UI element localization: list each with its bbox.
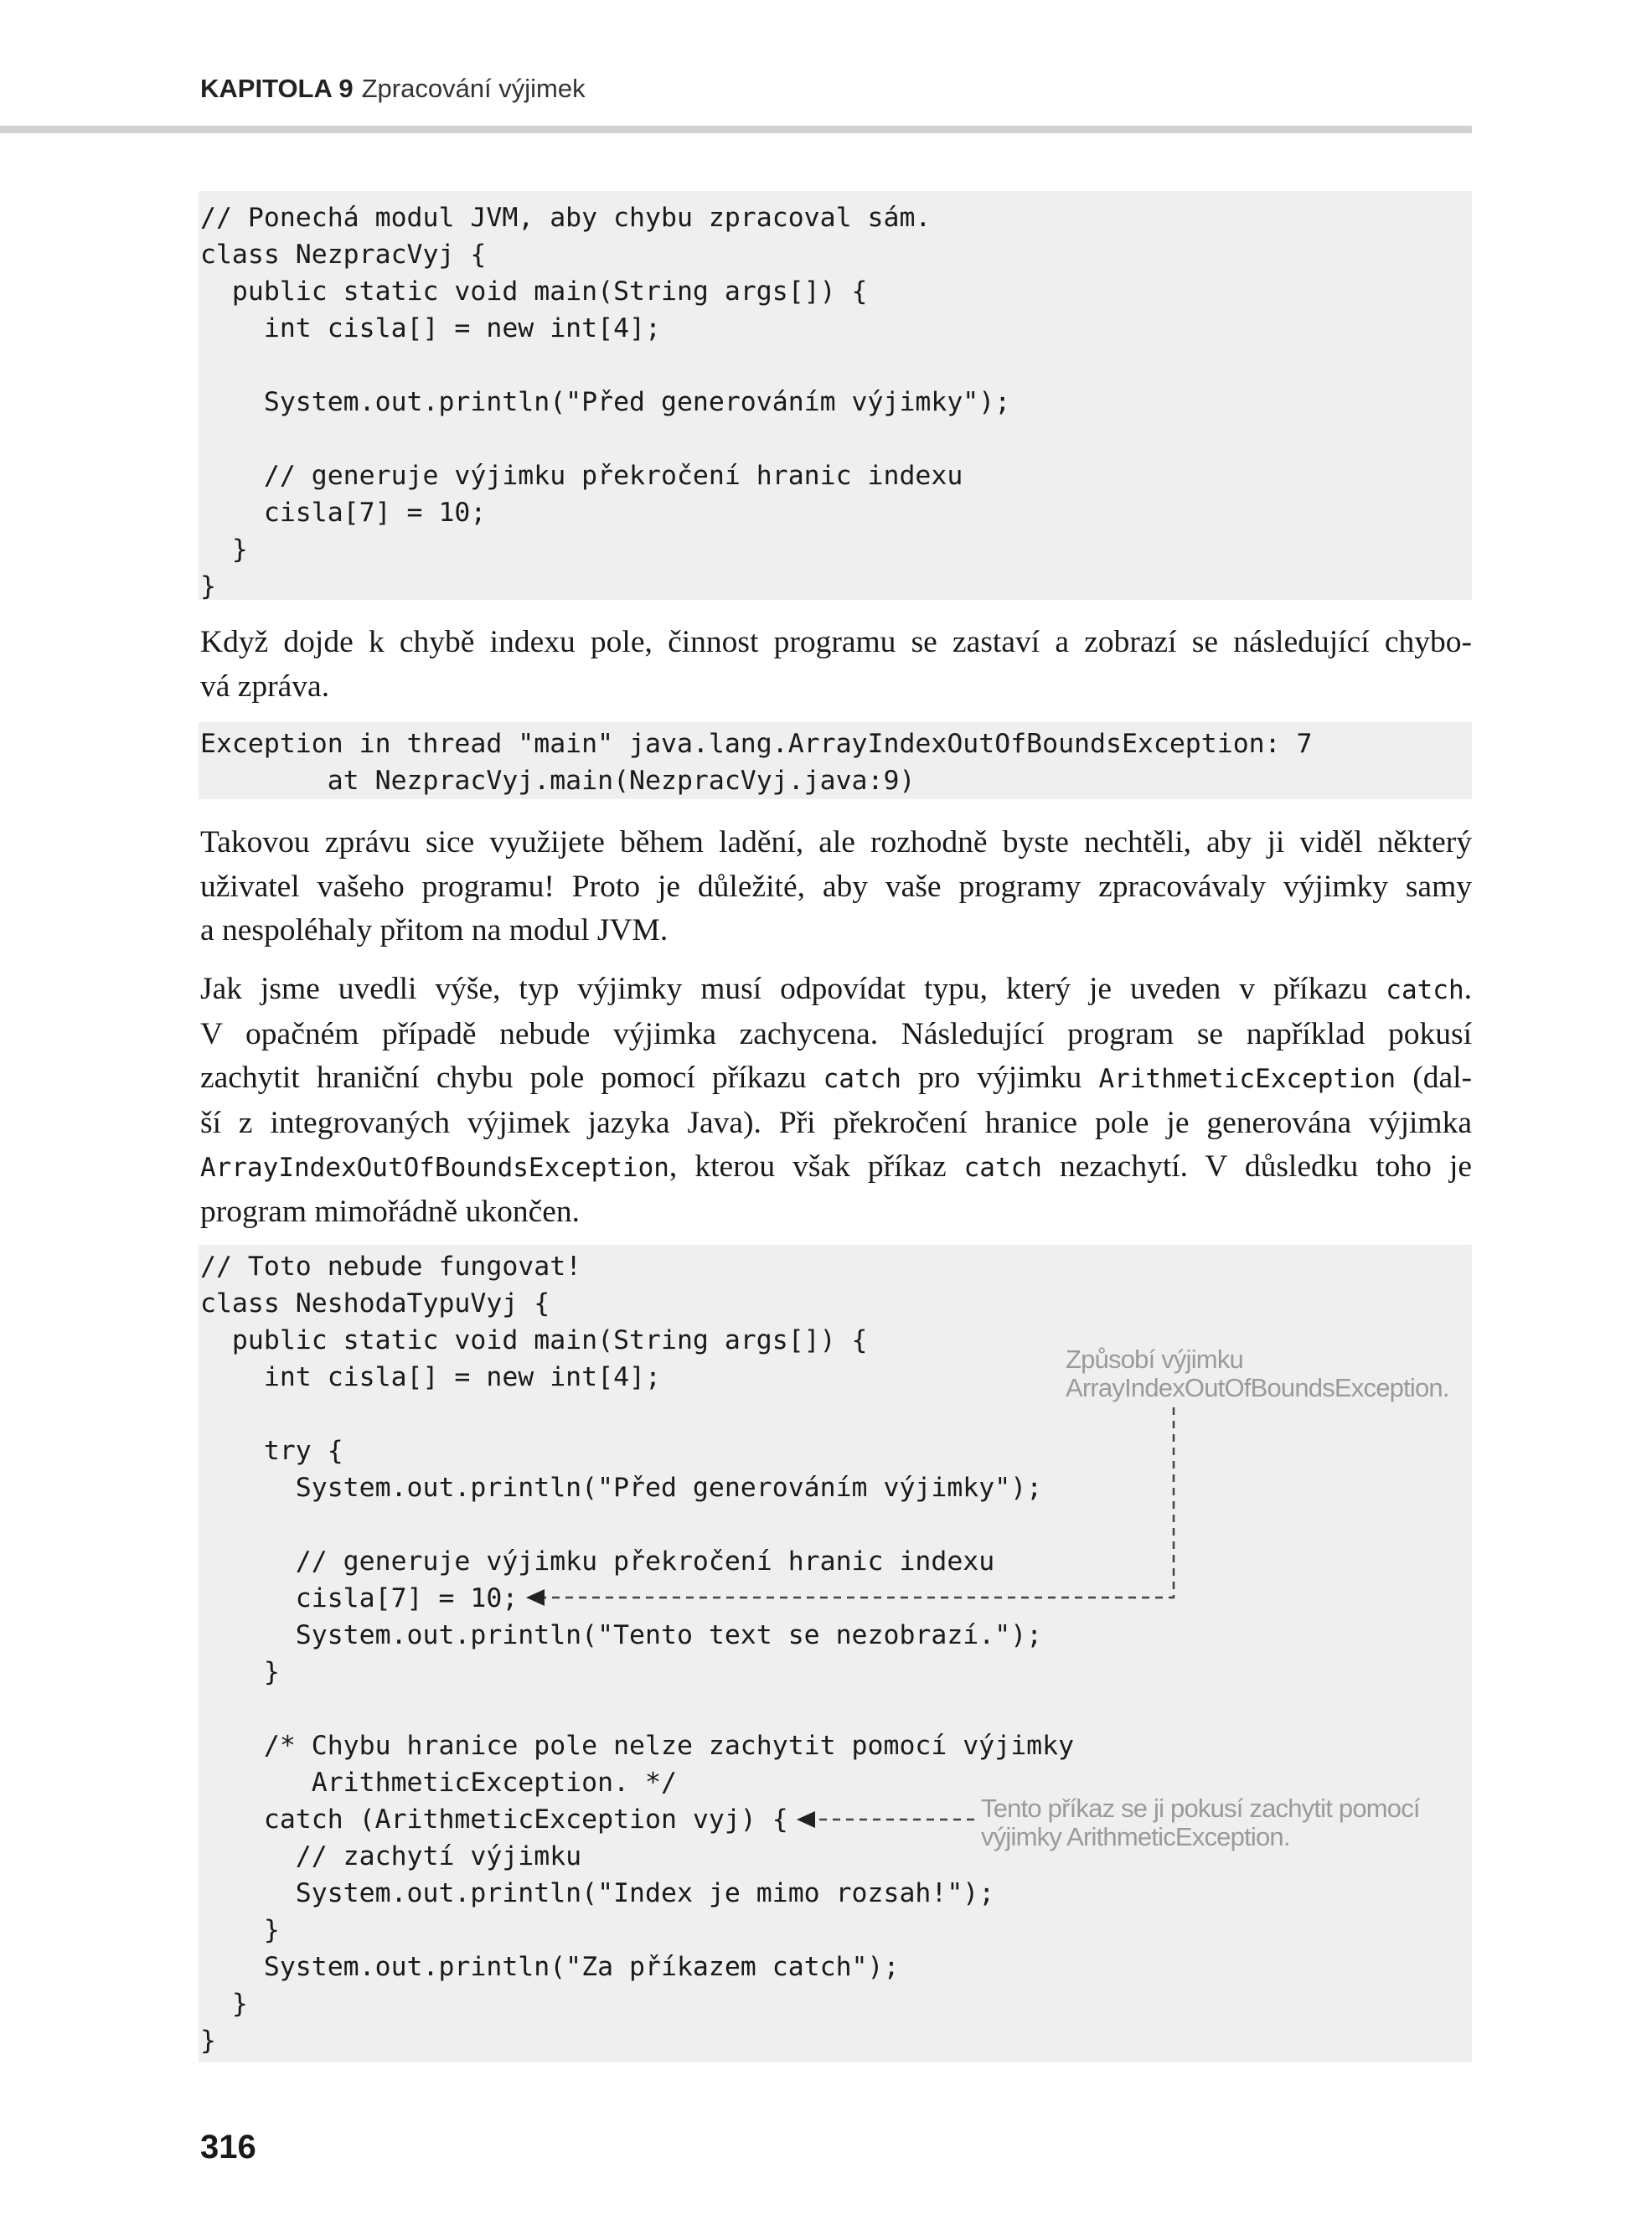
annotation-1-arrowhead	[526, 1589, 545, 1606]
text-run: pro výjimku	[901, 1061, 1099, 1095]
paragraph-line: uživatel vašeho programu! Proto je důležité, aby vaše programy zpracovávaly výjimky samy	[200, 869, 1472, 904]
annotation-2-arrowhead	[797, 1811, 815, 1828]
text-run: Jak jsme uvedli výše, typ výjimky musí odpovídat typu, který je uveden v příkazu	[200, 972, 1386, 1006]
code-line: cisla[7] = 10;	[200, 498, 487, 528]
paragraph-line: program mimořádně ukončen.	[200, 1194, 580, 1229]
annotation-line: Tento příkaz se ji pokusí zachytit pomocí	[981, 1794, 1420, 1823]
code-line: cisla[7] = 10;	[200, 1583, 519, 1613]
code-line: ArithmeticException. */	[200, 1768, 677, 1798]
code-line: }	[200, 2026, 216, 2056]
annotation-line: ArrayIndexOutOfBoundsException.	[1066, 1373, 1449, 1402]
paragraph-line: a nespoléhaly přitom na modul JVM.	[200, 913, 669, 947]
inline-code: ArithmeticException	[1098, 1064, 1396, 1094]
text-run: nezachytí. V důsledku toho je	[1041, 1149, 1473, 1184]
inline-code: catch	[823, 1064, 901, 1094]
code-line: public static void main(String args[]) {	[200, 276, 868, 307]
paragraph-line: Když dojde k chybě indexu pole, činnost programu se zastaví a zobrazí se následující chybo-	[200, 625, 1472, 659]
paragraph-line: Takovou zprávu sice využijete během ladění, ale rozhodně byste nechtěli, aby ji viděl některý	[200, 825, 1472, 860]
code-line: System.out.println("Za příkazem catch");	[200, 1952, 900, 1982]
code-line: at NezpracVyj.main(NezpracVyj.java:9)	[200, 766, 916, 796]
code-line: // Ponechá modul JVM, aby chybu zpracoval sám.	[200, 203, 932, 233]
paragraph-line: vá zpráva.	[200, 669, 330, 704]
code-line: System.out.println("Index je mimo rozsah!");	[200, 1878, 995, 1908]
chapter-label: KAPITOLA 9	[200, 74, 354, 103]
code-line: }	[200, 1915, 280, 1945]
code-line: }	[200, 1657, 280, 1687]
code-line: class NezpracVyj {	[200, 240, 487, 270]
code-line: int cisla[] = new int[4];	[200, 1362, 661, 1392]
code-line: public static void main(String args[]) {	[200, 1325, 868, 1355]
annotation-line: výjimky ArithmeticException.	[981, 1822, 1290, 1851]
code-line: catch (ArithmeticException vyj) {	[200, 1804, 788, 1835]
code-line: System.out.println("Před generováním výjimky");	[200, 387, 1011, 417]
code-line: Exception in thread "main" java.lang.ArrayIndexOutOfBoundsException: 7	[200, 729, 1313, 759]
text-run: (dal-	[1396, 1061, 1472, 1095]
code-line: /* Chybu hranice pole nelze zachytit pomocí výjimky	[200, 1731, 1075, 1761]
code-line: // generuje výjimku překročení hranic indexu	[200, 461, 963, 491]
code-line: }	[200, 571, 216, 601]
code-line: // generuje výjimku překročení hranic indexu	[200, 1546, 995, 1577]
code-line: System.out.println("Před generováním výjimky");	[200, 1473, 1043, 1503]
paragraph-line: V opačném případě nebude výjimka zachycena. Následující program se například pokusí	[200, 1016, 1472, 1051]
paragraph-line: ší z integrovaných výjimek jazyka Java). Při překročení hranice pole je generována výjimka	[200, 1105, 1472, 1140]
text-run: zachytit hraniční chybu pole pomocí příkazu	[200, 1061, 823, 1095]
code-line: class NeshodaTypuVyj {	[200, 1288, 550, 1319]
code-line: // Toto nebude fungovat!	[200, 1252, 582, 1282]
text-run: .	[1464, 972, 1472, 1006]
code-line: int cisla[] = new int[4];	[200, 313, 661, 343]
annotation-line: Způsobí výjimku	[1066, 1345, 1243, 1374]
inline-code: catch	[963, 1153, 1042, 1183]
code-line: }	[200, 1989, 248, 2019]
inline-code: catch	[1386, 975, 1464, 1005]
inline-code: ArrayIndexOutOfBoundsException	[200, 1153, 669, 1183]
annotation-1-connector	[545, 1407, 1174, 1598]
page-number: 316	[200, 2129, 256, 2166]
text-run: , kterou však příkaz	[669, 1149, 964, 1184]
code-line: try {	[200, 1436, 343, 1466]
code-line: // zachytí výjimku	[200, 1841, 582, 1871]
code-line: System.out.println("Tento text se nezobrazí.");	[200, 1620, 1043, 1650]
chapter-title: Zpracování výjimek	[361, 74, 586, 103]
code-line: }	[200, 534, 248, 565]
